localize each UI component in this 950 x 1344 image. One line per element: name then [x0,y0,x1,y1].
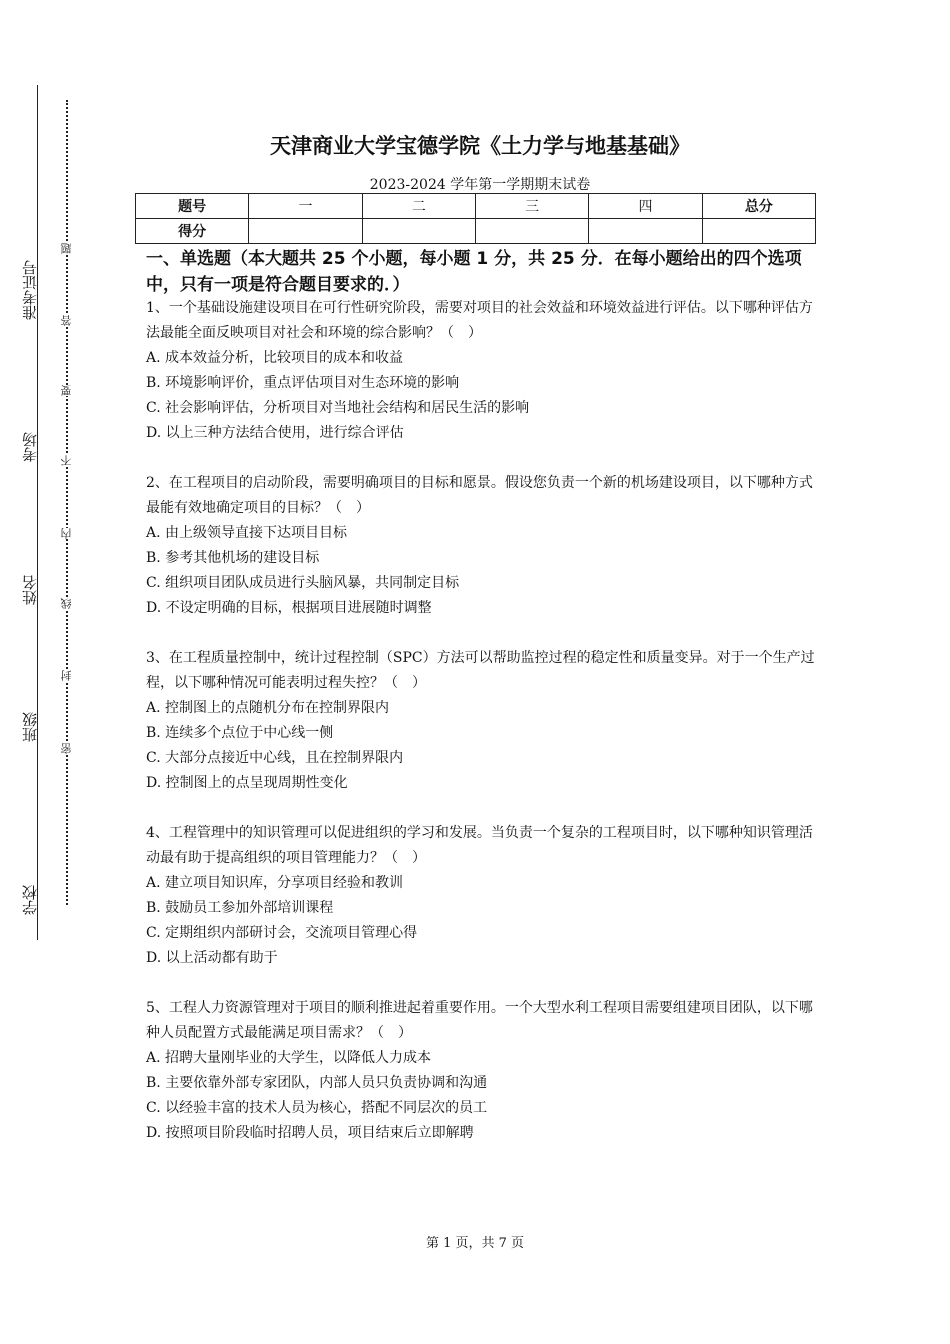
option-d: D. 控制图上的点呈现周期性变化 [146,775,348,791]
score-header-cell: 二 [362,194,475,219]
field-school-label: 学校 [21,885,39,915]
question-stem: 1、一个基础设施建设项目在可行性研究阶段，需要对项目的社会效益和环境效益进行评估。以下哪种评估方法最能全面反映项目对社会和环境的综合影响？（ ） [146,300,813,341]
seal-char: 题 [60,243,73,254]
seal-char: 线 [60,598,73,609]
option-a: A. 建立项目知识库，分享项目经验和教训 [146,875,404,891]
seal-char: 答 [60,315,73,326]
score-table-header-row [136,194,816,219]
seal-char: 内 [60,528,73,539]
question-3 [146,646,818,796]
score-table [135,193,816,244]
exam-title: 天津商业大学宝德学院《土力学与地基基础》 [270,134,690,158]
page-footer: 第 1 页，共 7 页 [425,1236,525,1251]
question-stem: 3、在工程质量控制中，统计过程控制（SPC）方法可以帮助监控过程的稳定性和质量变异。对于一个生产过程，以下哪种情况可能表明过程失控？（ ） [146,650,815,691]
option-c: C. 定期组织内部研讨会，交流项目管理心得 [146,925,418,941]
section-heading: 一、单选题（本大题共 25 个小题，每小题 1 分，共 25 分．在每小题给出的四个选项中，只有一项是符合题目要求的．） [146,249,802,295]
option-b: B. 鼓励员工参加外部培训课程 [146,900,334,916]
score-row-label: 得分 [136,219,249,244]
score-cell[interactable] [589,219,702,244]
question-2 [146,471,818,621]
option-a: A. 成本效益分析，比较项目的成本和收益 [146,350,404,366]
option-a: A. 由上级领导直接下达项目目标 [146,525,348,541]
option-c: C. 社会影响评估，分析项目对当地社会结构和居民生活的影响 [146,400,530,416]
question-stem: 5、工程人力资源管理对于项目的顺利推进起着重要作用。一个大型水利工程项目需要组建项目团队，以下哪种人员配置方式最能满足项目需求？（ ） [146,1000,813,1041]
question-stem: 2、在工程项目的启动阶段，需要明确项目的目标和愿景。假设您负责一个新的机场建设项目，以下哪种方式最能有效地确定项目的目标？（ ） [146,475,813,516]
option-d: D. 不设定明确的目标，根据项目进展随时调整 [146,600,432,616]
question-stem: 4、工程管理中的知识管理可以促进组织的学习和发展。当负责一个复杂的工程项目时，以下哪种知识管理活动最有助于提高组织的项目管理能力？（ ） [146,825,813,866]
option-c: C. 大部分点接近中心线，且在控制界限内 [146,750,404,766]
score-header-cell: 四 [589,194,702,219]
score-cell[interactable] [475,219,588,244]
question-5 [146,996,818,1146]
score-table-score-row [136,219,816,244]
option-b: B. 主要依靠外部专家团队，内部人员只负责协调和沟通 [146,1075,488,1091]
option-a: A. 招聘大量刚毕业的大学生，以降低人力成本 [146,1050,432,1066]
score-header-cell: 总分 [702,194,815,219]
field-name-label: 姓名 [21,575,39,605]
option-d: D. 以上活动都有助于 [146,950,278,966]
binding-margin [0,0,110,1344]
option-c: C. 组织项目团队成员进行头脑风暴，共同制定目标 [146,575,460,591]
option-c: C. 以经验丰富的技术人员为核心，搭配不同层次的员工 [146,1100,488,1116]
field-class-label: 班级 [21,712,39,742]
exam-subtitle: 2023-2024 学年第一学期期末试卷 [369,177,591,193]
seal-dotted-line [66,100,68,905]
score-cell[interactable] [249,219,362,244]
field-exam-room-label: 考场 [21,432,39,462]
seal-char: 不 [60,455,73,466]
option-a: A. 控制图上的点随机分布在控制界限内 [146,700,390,716]
option-b: B. 连续多个点位于中心线一侧 [146,725,334,741]
seal-char: 要 [60,385,73,396]
question-list [146,296,818,1171]
field-exam-id-label: 准考证号 [21,260,39,320]
score-header-cell: 一 [249,194,362,219]
score-header-cell: 题号 [136,194,249,219]
option-b: B. 环境影响评价，重点评估项目对生态环境的影响 [146,375,460,391]
score-cell[interactable] [702,219,815,244]
score-header-cell: 三 [475,194,588,219]
option-b: B. 参考其他机场的建设目标 [146,550,320,566]
seal-char: 封 [60,670,73,681]
option-d: D. 以上三种方法结合使用，进行综合评估 [146,425,404,441]
seal-char: 密 [60,743,73,754]
question-1 [146,296,818,446]
option-d: D. 按照项目阶段临时招聘人员，项目结束后立即解聘 [146,1125,474,1141]
binding-solid-line [37,85,38,940]
question-4 [146,821,818,971]
score-cell[interactable] [362,219,475,244]
